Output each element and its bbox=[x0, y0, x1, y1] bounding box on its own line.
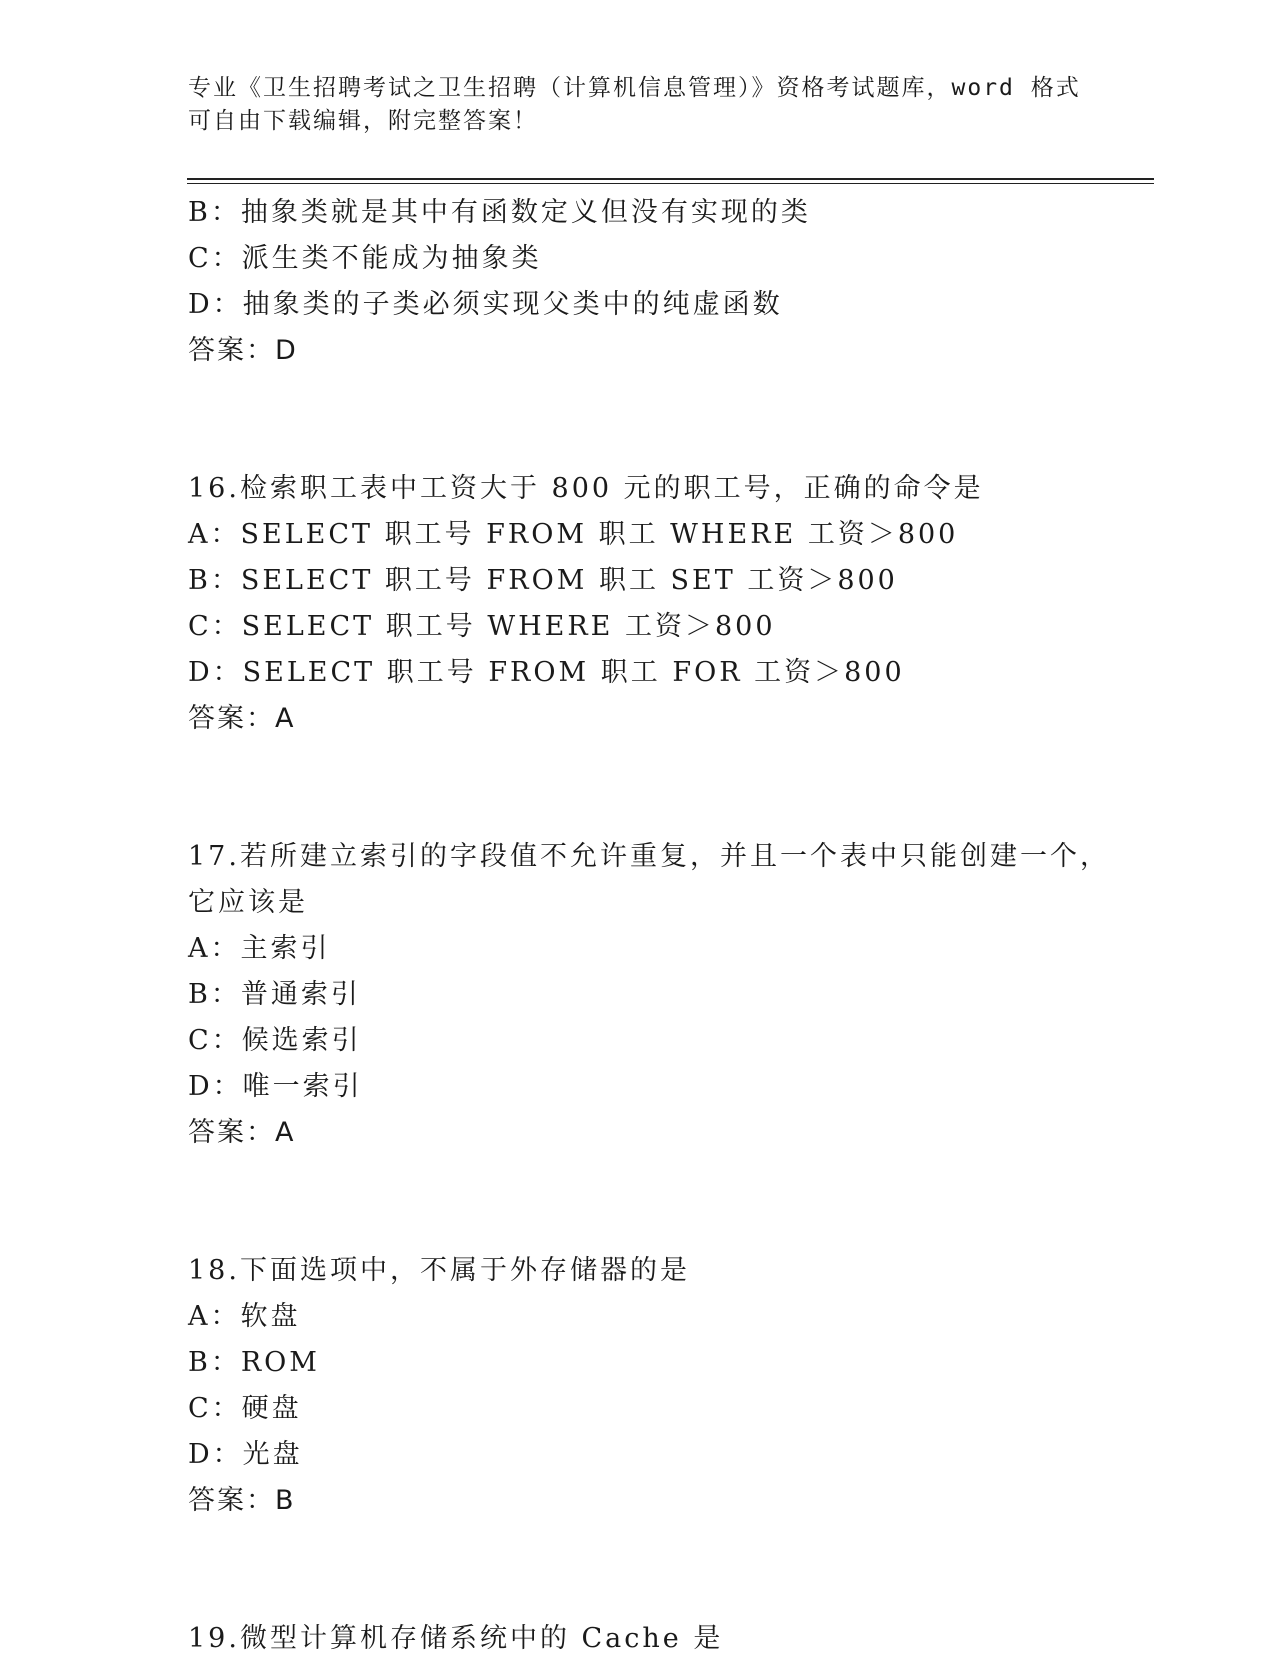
spacer bbox=[188, 742, 1148, 834]
header-divider-thin bbox=[187, 183, 1154, 184]
question-15 bbox=[188, 190, 1148, 374]
question-text-line-2: 它应该是 bbox=[188, 887, 308, 918]
header-line-1: 专业《卫生招聘考试之卫生招聘（计算机信息管理）》资格考试题库，word 格式 bbox=[188, 75, 1081, 101]
option-b: B：SELECT 职工号 FROM 职工 SET 工资＞800 bbox=[188, 565, 898, 596]
question-text: 19.微型计算机存储系统中的 Cache 是 bbox=[188, 1623, 724, 1654]
option-c: C：SELECT 职工号 WHERE 工资＞800 bbox=[188, 611, 776, 642]
answer: 答案：A bbox=[188, 703, 296, 734]
question-19 bbox=[188, 1616, 1148, 1662]
question-list bbox=[188, 190, 1148, 1662]
question-17 bbox=[188, 834, 1148, 1156]
question-16 bbox=[188, 466, 1148, 742]
option-d: D：抽象类的子类必须实现父类中的纯虚函数 bbox=[188, 289, 783, 320]
option-c: C：派生类不能成为抽象类 bbox=[188, 243, 542, 274]
option-b: B：抽象类就是其中有函数定义但没有实现的类 bbox=[188, 197, 811, 228]
option-c: C：硬盘 bbox=[188, 1393, 302, 1424]
option-a: A：软盘 bbox=[188, 1301, 301, 1332]
question-18 bbox=[188, 1248, 1148, 1524]
question-text-line-1: 17.若所建立索引的字段值不允许重复，并且一个表中只能创建一个， bbox=[188, 841, 1110, 872]
spacer bbox=[188, 374, 1148, 466]
question-text: 16.检索职工表中工资大于 800 元的职工号，正确的命令是 bbox=[188, 473, 984, 504]
option-c: C：候选索引 bbox=[188, 1025, 362, 1056]
spacer bbox=[188, 1156, 1148, 1248]
option-a: A：SELECT 职工号 FROM 职工 WHERE 工资＞800 bbox=[188, 519, 959, 550]
option-a: A：主索引 bbox=[188, 933, 331, 964]
option-d: D：SELECT 职工号 FROM 职工 FOR 工资＞800 bbox=[188, 657, 905, 688]
answer: 答案：B bbox=[188, 1485, 296, 1516]
option-d: D：唯一索引 bbox=[188, 1071, 363, 1102]
document-header bbox=[188, 72, 1088, 138]
question-text: 18.下面选项中，不属于外存储器的是 bbox=[188, 1255, 690, 1286]
spacer bbox=[188, 1524, 1148, 1616]
option-b: B：普通索引 bbox=[188, 979, 361, 1010]
option-b: B：ROM bbox=[188, 1347, 320, 1378]
answer: 答案：D bbox=[188, 335, 298, 366]
header-divider-thick bbox=[187, 178, 1154, 180]
header-line-2: 可自由下载编辑，附完整答案！ bbox=[188, 108, 538, 134]
option-d: D：光盘 bbox=[188, 1439, 303, 1470]
answer: 答案：A bbox=[188, 1117, 296, 1148]
